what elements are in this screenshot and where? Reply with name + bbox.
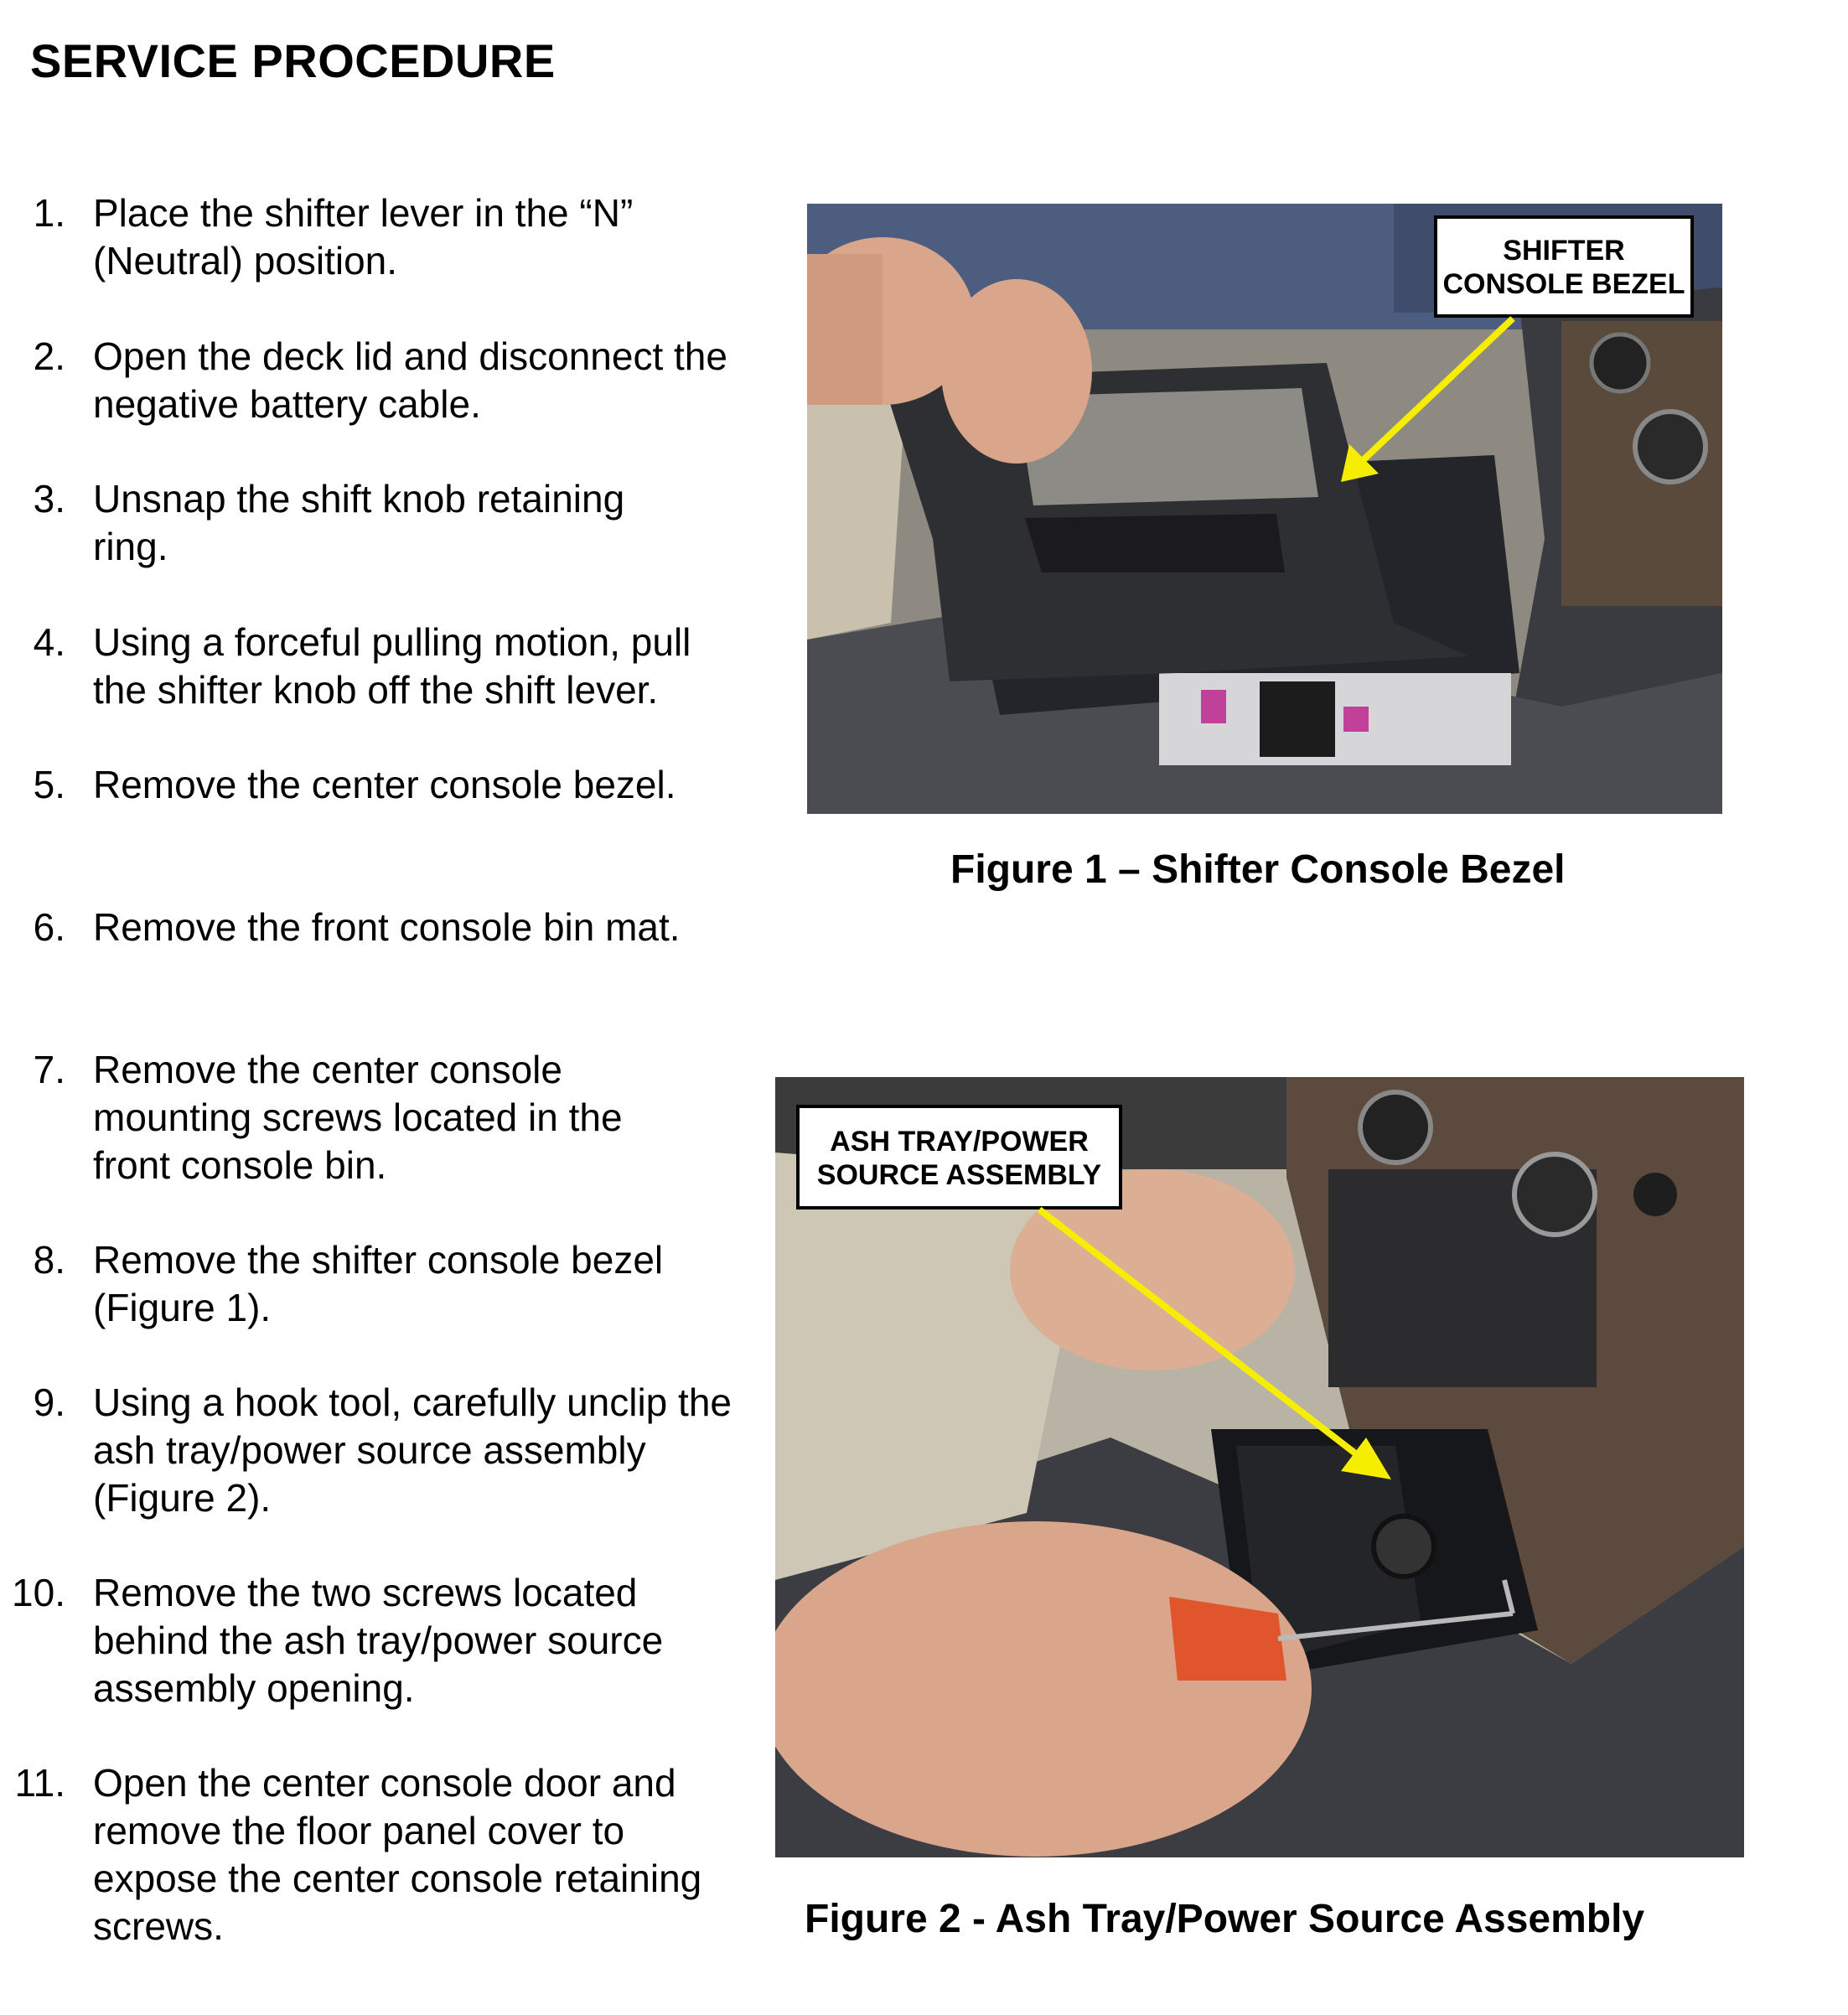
step-text: Remove the center console bezel. <box>93 763 676 806</box>
callout-line: CONSOLE BEZEL <box>1442 268 1685 300</box>
step-number: 6. <box>33 905 65 949</box>
page-title: SERVICE PROCEDURE <box>30 34 556 87</box>
step-number: 1. <box>33 191 65 235</box>
figure-2-caption: Figure 2 - Ash Tray/Power Source Assembly <box>805 1897 1645 1941</box>
step-text: Remove the two screws located behind the ash tray/power source assembly opening. <box>93 1571 664 1710</box>
step-text: Open the deck lid and disconnect the negative battery cable. <box>93 334 727 426</box>
callout-line: SHIFTER <box>1503 235 1625 267</box>
step-number: 9. <box>33 1380 65 1424</box>
callout-line: ASH TRAY/POWER <box>830 1126 1089 1158</box>
step-text: Remove the shifter console bezel (Figure 1). <box>93 1238 664 1329</box>
figure-2-callout <box>796 1105 1122 1210</box>
step-number: 4. <box>33 620 65 664</box>
callout-line: SOURCE ASSEMBLY <box>816 1159 1102 1191</box>
step-text: Using a forceful pulling motion, pull the shifter knob off the shift lever. <box>93 620 691 712</box>
step-number: 8. <box>33 1238 65 1282</box>
figure-1-caption: Figure 1 – Shifter Console Bezel <box>950 847 1566 892</box>
figure-1-arrow <box>1324 310 1517 495</box>
step-number: 7. <box>33 1048 65 1091</box>
step-text: Remove the center console mounting screws located in the front console bin. <box>93 1048 623 1187</box>
step-number: 3. <box>33 477 65 521</box>
step-number: 10. <box>12 1571 65 1614</box>
step-number: 11. <box>14 1761 65 1805</box>
figure-2-arrow <box>1031 1203 1400 1488</box>
step-number: 5. <box>33 763 65 806</box>
step-text: Remove the front console bin mat. <box>93 905 681 949</box>
step-text: Using a hook tool, carefully unclip the ash tray/power source assembly (Figure 2). <box>93 1380 732 1520</box>
step-text: Unsnap the shift knob retaining ring. <box>93 477 625 568</box>
step-text: Open the center console door and remove the floor panel cover to expose the center console retaining screws. <box>93 1761 702 1948</box>
figure-1-callout <box>1434 215 1694 318</box>
step-number: 2. <box>33 334 65 378</box>
step-text: Place the shifter lever in the “N” (Neutral) position. <box>93 191 634 282</box>
